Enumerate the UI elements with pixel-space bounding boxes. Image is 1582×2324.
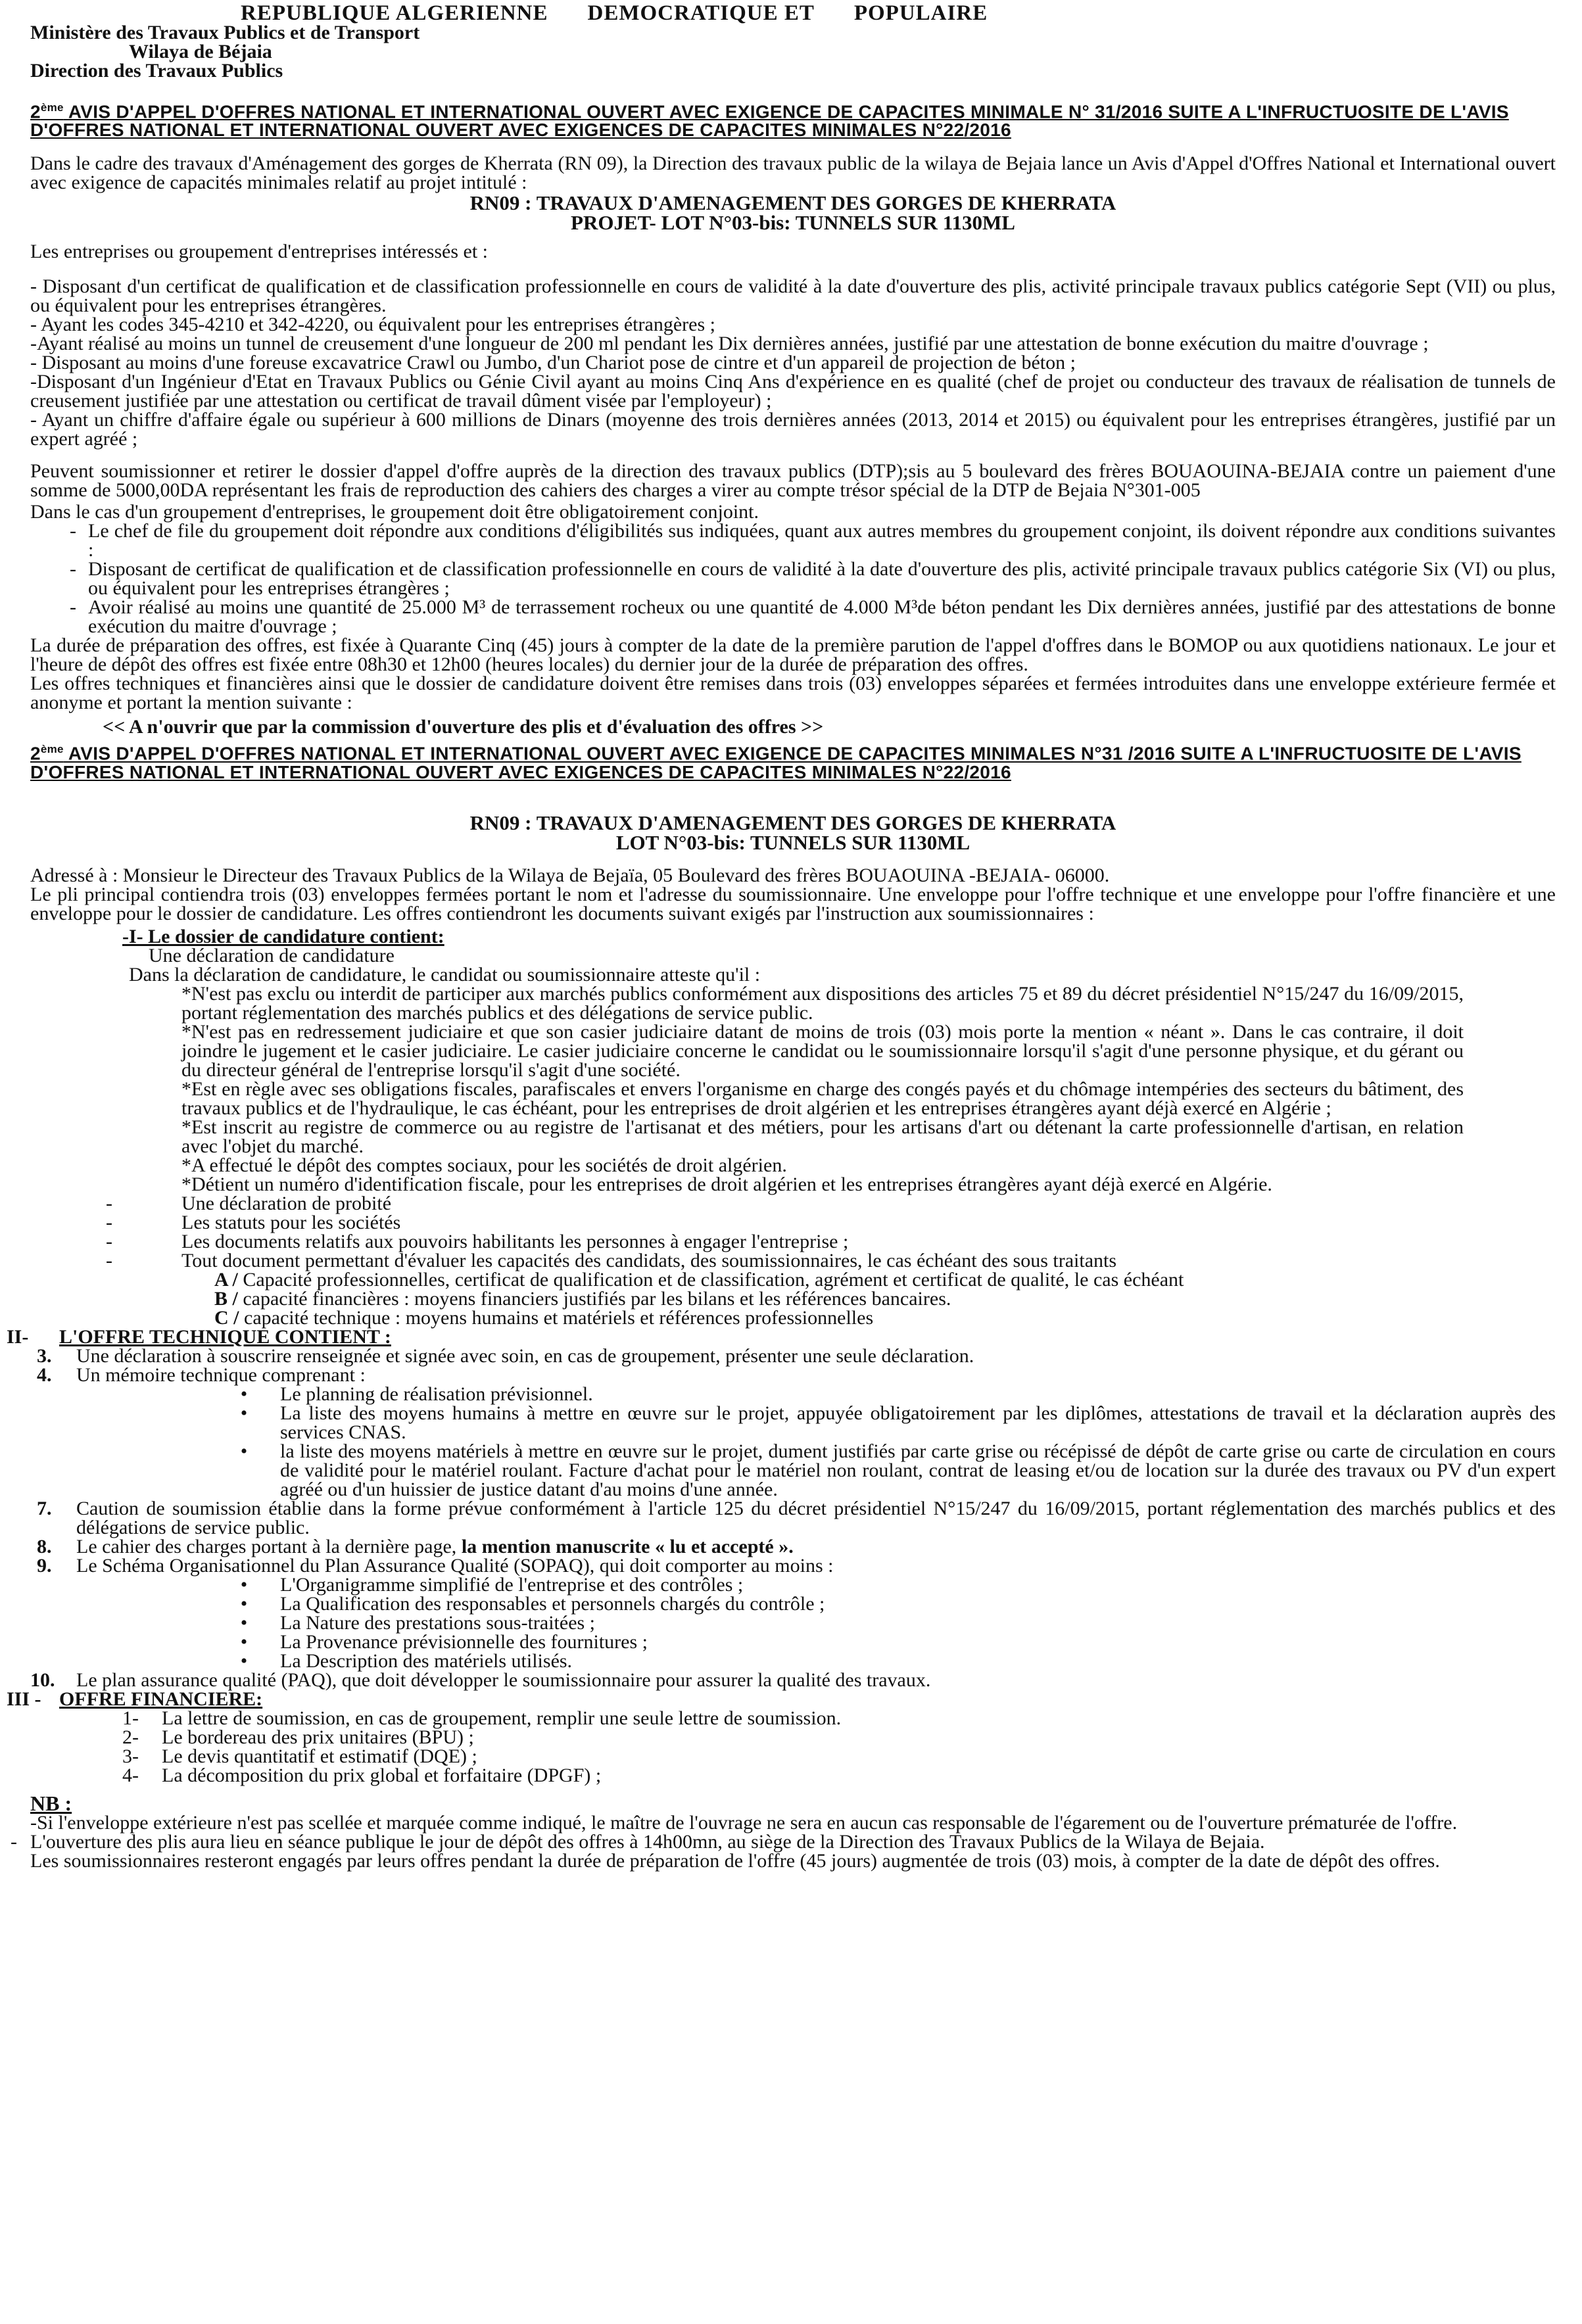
item-number: 4- — [122, 1764, 139, 1786]
declaration-attestations — [30, 984, 1556, 1194]
list-item — [208, 1613, 1556, 1632]
technical-memo-list — [30, 1385, 1556, 1499]
list-item — [208, 1632, 1556, 1651]
bullet-dash: - — [106, 1249, 112, 1271]
project-title-line-2: LOT N°03-bis: TUNNELS SUR 1130ML — [615, 830, 971, 854]
list-item-text: L'Organigramme simplifié de l'entreprise et des contrôles ; — [280, 1573, 744, 1596]
bullet-dot: • — [240, 1573, 248, 1596]
list-item-text: Les statuts pour les sociétés — [181, 1211, 401, 1233]
sopaq-list — [30, 1575, 1556, 1671]
notice-title-1 — [30, 99, 1556, 139]
list-item — [208, 1385, 1556, 1404]
item-text: Le plan assurance qualité (PAQ), que doit développer le soumissionnaire pour assurer la qualité des travaux. — [76, 1669, 931, 1691]
attestation-item: *N'est pas en redressement judiciaire et que son casier judiciaire datant de moins de trois (03) mois porte la mention « néant ». Dans le cas contraire, il doit joindre le jugement et le casier judiciaire. Le casier judiciaire concerne le candidat ou le soumissionnaire lorsqu'il s'agit d'une personne physique, et du gérant ou du directeur général de l'entreprise lorsqu'il s'agit d'une société. — [181, 1020, 1464, 1081]
criterion-item: - Ayant les codes 345-4210 et 342-4220, ou équivalent pour les entreprises étrangères ; — [30, 314, 715, 336]
list-item — [30, 521, 1556, 559]
attestation-item: *Est inscrit au registre de commerce ou au registre de l'artisanat et des métiers, pour les artisans d'art ou détenant la carte professionnelle d'artisan, en relation avec l'objet du marché. — [181, 1116, 1464, 1157]
project-title-line-1: RN09 : TRAVAUX D'AMENAGEMENT DES GORGES DE KHERRATA — [469, 191, 1116, 215]
criterion-item: - Disposant au moins d'une foreuse excavatrice Crawl ou Jumbo, d'un Chariot pose de cintre et d'un appareil de projection de béton ; — [30, 352, 1076, 374]
project-title-line-1: RN09 : TRAVAUX D'AMENAGEMENT DES GORGES DE KHERRATA — [469, 811, 1116, 834]
numbered-item — [30, 1671, 1556, 1690]
bullet-dash: - — [106, 1230, 112, 1252]
criterion-item: - Ayant un chiffre d'affaire égale ou supérieur à 600 millions de Dinars (moyenne des trois dernières années (2013, 2014 et 2015) ou équivalent pour les entreprises étrangères, justifié par un expert agréé ; — [30, 409, 1556, 450]
capacity-list — [30, 1270, 1556, 1327]
notice-ordinal-suffix: ème — [40, 743, 64, 756]
list-item-text: La Description des matériels utilisés. — [280, 1649, 573, 1672]
item-text-bold: la mention manuscrite « lu et accepté ». — [461, 1535, 794, 1557]
nb-list — [11, 1811, 1556, 1872]
list-item-text: La Provenance prévisionnelle des fournitures ; — [280, 1630, 648, 1653]
item-number: 2- — [122, 1726, 139, 1748]
address-paragraph: Adressé à : Monsieur le Directeur des Travaux Publics de la Wilaya de Bejaïa, 05 Boulevard des frères BOUAOUINA -BEJAIA- 06000. — [30, 864, 1110, 886]
capacity-item — [214, 1289, 1391, 1308]
bullet-dash: - — [11, 1830, 17, 1853]
capacity-text: capacité financières : moyens financiers justifiés par les bilans et les références bancaires. — [237, 1287, 951, 1310]
list-item — [30, 1194, 1556, 1213]
list-item — [208, 1442, 1556, 1499]
capacity-text: Capacité professionnelles, certificat de qualification et de classification, agrément et certificat de qualité, le cas échéant — [237, 1268, 1184, 1291]
eligibility-criteria — [30, 277, 1556, 448]
nb-item: -Si l'enveloppe extérieure n'est pas scellée et marquée comme indiqué, le maître de l'ouvrage ne sera en aucun cas responsable de l'égarement ou de l'ouverture prématurée de l'offre. — [30, 1811, 1458, 1834]
nb-item — [11, 1832, 1556, 1851]
criterion-item: -Disposant d'un Ingénieur d'Etat en Travaux Publics ou Génie Civil ayant au moins Cinq Ans d'expérience en es qualité (chef de projet ou conducteur des travaux de réalisation de tunnels de creusement justifiée par une attestation ou certificat de travail dûment visée par l'employeur) ; — [30, 371, 1556, 412]
numbered-item — [30, 1556, 1556, 1575]
declaration-intro: Dans la déclaration de candidature, le candidat ou soumissionnaire atteste qu'il : — [129, 963, 761, 985]
list-item — [30, 598, 1556, 636]
item-number: 10. — [30, 1669, 55, 1691]
interested-companies: Les entreprises ou groupement d'entreprises intéressés et : — [30, 241, 489, 263]
ministry-line: Ministère des Travaux Publics et de Transport — [30, 22, 420, 43]
list-item — [122, 1728, 1556, 1747]
document-header — [30, 1, 1556, 82]
project-title-2 — [30, 813, 1556, 853]
nb-heading: NB : — [30, 1791, 72, 1815]
list-item-text: Disposant de certificat de qualification et de classification professionnelle en cours de validité à la date d'ouverture des plis, activité principale travaux publics catégorie Six (VI) ou plus, ou équivalent pour les entreprises étrangères ; — [88, 558, 1556, 600]
item-text-plain: Le cahier des charges portant à la dernière page, — [76, 1535, 462, 1557]
republic-word-3: POPULAIRE — [853, 1, 988, 25]
groupement-intro: Dans le cas d'un groupement d'entreprises, le groupement doit être obligatoirement conjoint. — [30, 501, 759, 523]
candidature-documents — [30, 1194, 1556, 1270]
list-item-text: Le chef de file du groupement doit répondre aux conditions d'éligibilités sus indiquées, quant aux autres membres du groupement conjoint, ils doivent répondre aux conditions suivantes : — [88, 520, 1556, 561]
criterion-item: -Ayant réalisé au moins un tunnel de creusement d'une longueur de 200 ml pendant les Dix dernières années, justifié par une attestation de bonne exécution du maitre d'ouvrage ; — [30, 333, 1429, 355]
envelope-mention: << A n'ouvrir que par la commission d'ouverture des plis et d'évaluation des offres >> — [103, 716, 824, 738]
item-number: 3- — [122, 1745, 139, 1767]
item-number: 8. — [37, 1535, 52, 1557]
republic-word-2: DEMOCRATIQUE ET — [587, 1, 815, 25]
capacity-item — [214, 1270, 1391, 1289]
numbered-item — [30, 1499, 1556, 1537]
bullet-dash: - — [70, 520, 76, 542]
list-item — [30, 1251, 1556, 1270]
attestation-item: *N'est pas exclu ou interdit de participer aux marchés publics conformément aux dispositions des articles 75 et 89 du décret présidentiel N°15/247 du 16/09/2015, portant réglementation des marchés publics et des délégations de service public. — [181, 982, 1464, 1024]
list-item-text: La décomposition du prix global et forfaitaire (DPGF) ; — [162, 1764, 602, 1786]
list-item — [208, 1404, 1556, 1442]
item-text: Caution de soumission établie dans la forme prévue conformément à l'article 125 du décret présidentiel N°15/247 du 16/09/2015, portant réglementation des marchés publics et des délégations de service public. — [76, 1497, 1556, 1538]
numbered-item — [30, 1346, 1556, 1365]
capacity-letter: C / — [214, 1306, 239, 1329]
list-item-text: Le planning de réalisation prévisionnel. — [280, 1383, 593, 1405]
criterion-item: - Disposant d'un certificat de qualification et de classification professionnelle en cours de validité à la date d'ouverture des plis, activité principale travaux publics catégorie Sept (VII) ou plus, ou équivalent pour les entreprises étrangères. — [30, 275, 1556, 317]
attestation-item: *A effectué le dépôt des comptes sociaux, pour les sociétés de droit algérien. — [181, 1154, 787, 1176]
item-text: Une déclaration à souscrire renseignée et signée avec soin, en cas de groupement, présenter une seule déclaration. — [76, 1344, 974, 1367]
main-envelope-paragraph: Le pli principal contiendra trois (03) enveloppes fermées portant le nom et l'adresse du soumissionnaire. Une enveloppe pour l'offre technique et une enveloppe pour l'offre financière et une enveloppe pour le dossier de candidature. Les offres contiendront les documents suivant exigés par l'instruction aux soumissionnaires : — [30, 883, 1556, 924]
list-item — [122, 1766, 1556, 1785]
bullet-dash: - — [106, 1192, 112, 1214]
bullet-dot: • — [240, 1649, 248, 1672]
list-item-text: Le bordereau des prix unitaires (BPU) ; — [162, 1726, 474, 1748]
financial-offer-list — [30, 1709, 1556, 1785]
capacity-text: capacité technique : moyens humains et matériels et références professionnelles — [239, 1306, 874, 1329]
notice-ordinal: 2 — [30, 743, 41, 764]
list-item-text: Le devis quantitatif et estimatif (DQE) ; — [162, 1745, 477, 1767]
bullet-dot: • — [240, 1592, 248, 1615]
numbered-item — [30, 1537, 1556, 1556]
item-number: 3. — [37, 1344, 52, 1367]
list-item — [30, 559, 1556, 598]
candidature-declaration-item: Une déclaration de candidature — [149, 944, 395, 966]
financial-offer-heading — [7, 1690, 1556, 1709]
list-item — [122, 1747, 1556, 1766]
attestation-item: *Est en règle avec ses obligations fiscales, parafiscales et envers l'organisme en charge des congés payés et du chômage intempéries des secteurs du bâtiment, des travaux publics et de l'hydraulique, le cas échéant, pour les entreprises de droit algérien et les entreprises étrangères ayant déjà exercé en Algérie ; — [181, 1078, 1464, 1119]
list-item — [208, 1575, 1556, 1594]
project-title-line-2: PROJET- LOT N°03-bis: TUNNELS SUR 1130ML — [571, 211, 1015, 235]
list-item-text: La liste des moyens humains à mettre en œuvre sur le projet, appuyée obligatoirement par les diplômes, attestations de travail et la déclaration auprès des services CNAS. — [280, 1402, 1556, 1443]
section-title: OFFRE FINANCIERE: — [59, 1688, 263, 1710]
item-number: 4. — [37, 1364, 52, 1386]
technical-offer-heading — [7, 1327, 1556, 1346]
item-number: 7. — [37, 1497, 52, 1519]
project-title-1 — [30, 193, 1556, 233]
list-item-text: Tout document permettant d'évaluer les capacités des candidats, des soumissionnaires, le cas échéant des sous traitants — [181, 1249, 1117, 1271]
section-number: III - — [7, 1688, 41, 1710]
groupement-conditions — [30, 521, 1556, 636]
item-number: 1- — [122, 1707, 139, 1729]
wilaya-line: Wilaya de Béjaia — [129, 41, 272, 62]
bullet-dot: • — [240, 1402, 248, 1424]
notice-title-2 — [30, 740, 1556, 781]
list-item — [208, 1651, 1556, 1671]
section-title: L'OFFRE TECHNIQUE CONTIENT : — [59, 1325, 391, 1348]
list-item-text: Avoir réalisé au moins une quantité de 25.000 M³ de terrassement rocheux ou une quantité de 4.000 M³de béton pendant les Dix dernières années, justifié par des attestations de bonne exécution du maitre d'ouvrage ; — [88, 596, 1556, 638]
numbered-item — [30, 1365, 1556, 1385]
list-item-text: Une déclaration de probité — [181, 1192, 392, 1214]
bullet-dot: • — [240, 1611, 248, 1634]
nb-item-text: L'ouverture des plis aura lieu en séance publique le jour de dépôt des offres à 14h00mn, au siège de la Direction des Travaux Publics de la Wilaya de Bejaia. — [30, 1830, 1265, 1853]
list-item — [122, 1709, 1556, 1728]
bullet-dot: • — [240, 1383, 248, 1405]
list-item — [30, 1213, 1556, 1232]
notice-ordinal: 2 — [30, 101, 41, 122]
bullet-dash: - — [70, 558, 76, 581]
capacity-item — [214, 1308, 1391, 1327]
preparation-duration: La durée de préparation des offres, est fixée à Quarante Cinq (45) jours à compter de la date de la première parution de l'appel d'offres dans le BOMOP ou aux quotidiens nationaux. Le jour et l'heure de dépôt des offres est fixée entre 08h30 et 12h00 (heures locales) du dernier jour de la durée de préparation des offres. — [30, 634, 1556, 676]
capacity-letter: B / — [214, 1287, 238, 1310]
bullet-dash: - — [70, 596, 76, 619]
notice-ordinal-suffix: ème — [40, 101, 64, 114]
republic-word-1: REPUBLIQUE ALGERIENNE — [241, 1, 548, 25]
republic-line — [30, 1, 1556, 25]
bullet-dot: • — [240, 1630, 248, 1653]
notice-title-text: AVIS D'APPEL D'OFFRES NATIONAL ET INTERNATIONAL OUVERT AVEC EXIGENCE DE CAPACITES MINIMALES N°31 /2016 SUITE A L'INFRUCTUOSITE DE L'AVIS D'OFFRES NATIONAL ET INTERNATIONAL OUVERT AVEC EXIGENCES DE CAPACITES MINIMALES N°22/2016 — [30, 743, 1522, 782]
list-item-text: La Qualification des responsables et personnels chargés du contrôle ; — [280, 1592, 825, 1615]
list-item-text: La Nature des prestations sous-traitées ; — [280, 1611, 596, 1634]
notice-title-text: AVIS D'APPEL D'OFFRES NATIONAL ET INTERNATIONAL OUVERT AVEC EXIGENCE DE CAPACITES MINIMALE N° 31/2016 SUITE A L'INFRUCTUOSITE DE L'AVIS D'OFFRES NATIONAL ET INTERNATIONAL OUVERT AVEC EXIGENCES DE CAPACITES MINIMALES N°22/2016 — [30, 101, 1509, 141]
item-text — [76, 1537, 1556, 1556]
section-number: II- — [7, 1325, 29, 1348]
bullet-dot: • — [240, 1440, 248, 1462]
direction-line: Direction des Travaux Publics — [30, 60, 283, 82]
candidature-heading: -I- Le dossier de candidature contient: — [122, 925, 444, 947]
list-item-text: la liste des moyens matériels à mettre en œuvre sur le projet, dument justifiés par carte grise ou récépissé de dépôt de carte grise ou carte de circulation en cours de validité pour le matériel roulant. Facture d'achat pour le matériel non roulant, contrat de leasing et/ou de location sur la durée des travaux ou PV d'un expert agréé ou d'un huissier de justice datant d'au moins d'une année. — [280, 1440, 1556, 1500]
list-item-text: La lettre de soumission, en cas de groupement, remplir une seule lettre de soumission. — [162, 1707, 842, 1729]
item-number: 9. — [37, 1554, 52, 1577]
list-item-text: Les documents relatifs aux pouvoirs habilitants les personnes à engager l'entreprise ; — [181, 1230, 849, 1252]
dossier-withdrawal: Peuvent soumissionner et retirer le dossier d'appel d'offre auprès de la direction des travaux publics (DTP);sis au 5 boulevard des frères BOUAOUINA-BEJAIA contre un paiement d'une somme de 5000,00DA représentant les frais de reproduction des cahiers des charges a virer au compte trésor spécial de la DTP de Bejaia N°301-005 — [30, 460, 1556, 502]
intro-paragraph: Dans le cadre des travaux d'Aménagement des gorges de Kherrata (RN 09), la Direction des travaux public de la wilaya de Bejaia lance un Avis d'Appel d'Offres National et International ouvert avec exigence de capacités minimales relatif au projet intitulé : — [30, 153, 1556, 194]
attestation-item: *Détient un numéro d'identification fiscale, pour les entreprises de droit algérien et les entreprises étrangères ayant déjà exercé en Algérie. — [181, 1173, 1272, 1195]
nb-item: Les soumissionnaires resteront engagés par leurs offres pendant la durée de préparation de l'offre (45 jours) augmentée de trois (03) mois, à compter de la date de dépôt des offres. — [30, 1849, 1440, 1872]
bullet-dash: - — [106, 1211, 112, 1233]
list-item — [30, 1232, 1556, 1251]
item-text: Un mémoire technique comprenant : — [76, 1364, 366, 1386]
envelopes-paragraph: Les offres techniques et financières ainsi que le dossier de candidature doivent être remises dans trois (03) enveloppes séparées et fermées introduites dans une enveloppe extérieure fermée et anonyme et portant la mention suivante : — [30, 673, 1556, 714]
item-text: Le Schéma Organisationnel du Plan Assurance Qualité (SOPAQ), qui doit comporter au moins : — [76, 1554, 834, 1577]
capacity-letter: A / — [214, 1268, 238, 1291]
list-item — [208, 1594, 1556, 1613]
